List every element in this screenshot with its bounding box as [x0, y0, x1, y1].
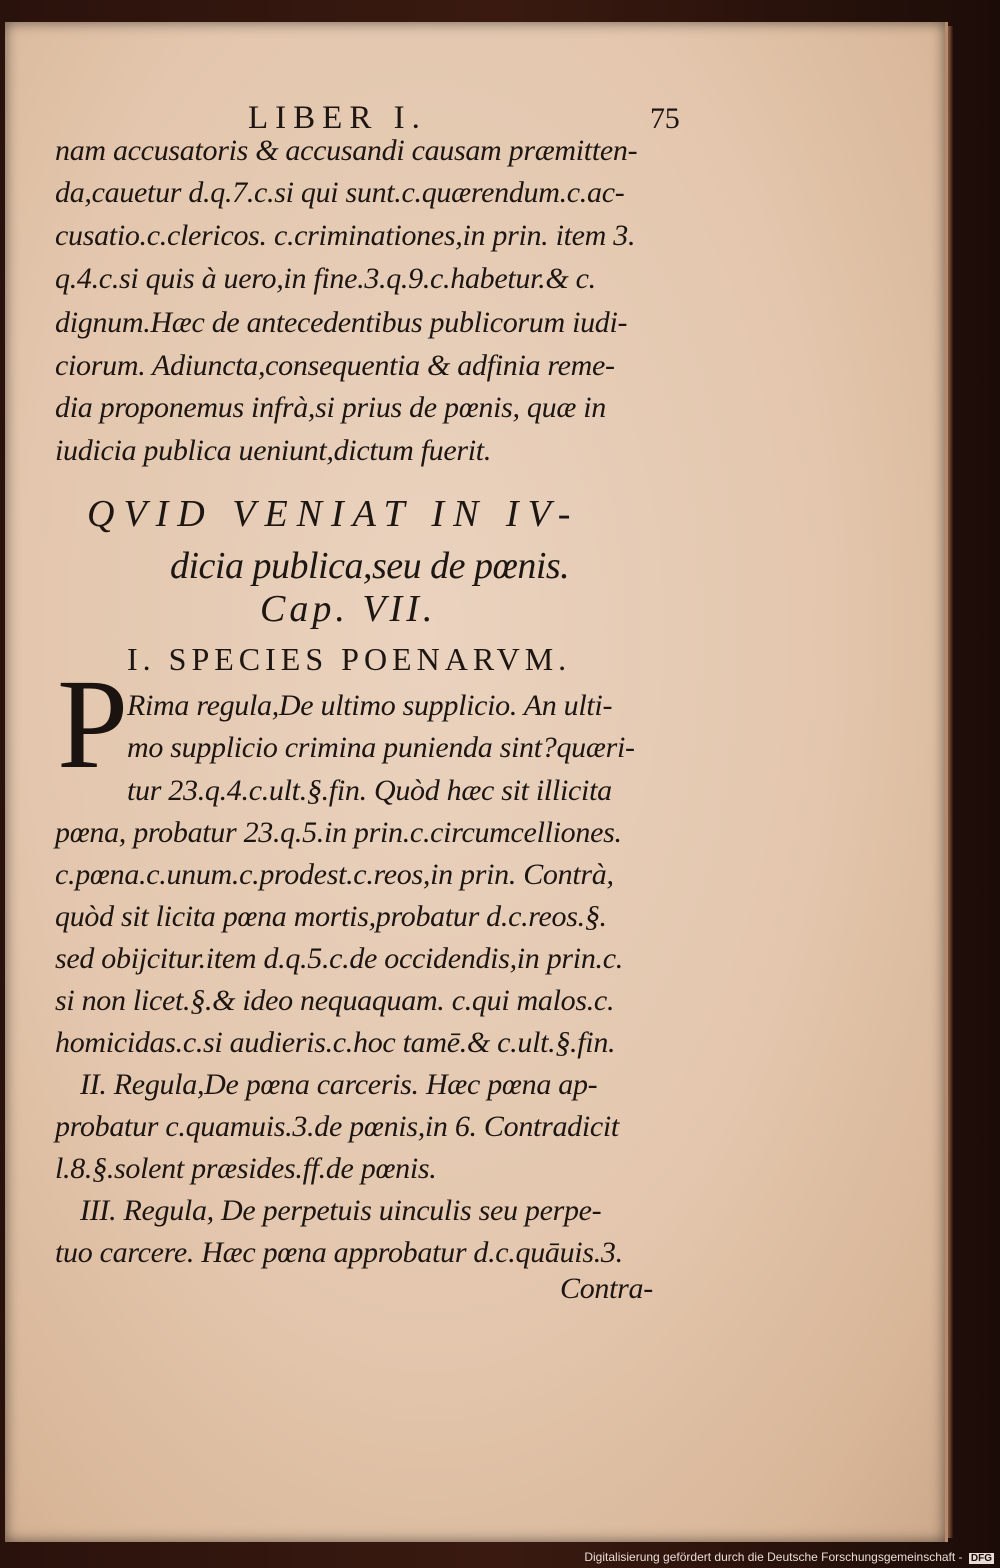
- credit-text: Digitalisierung gefördert durch die Deutsche Forschungsgemeinschaft -: [584, 1550, 963, 1564]
- chapter-title: QVID VENIAT IN IV-: [87, 493, 580, 535]
- chapter-subtitle: dicia publica,seu de pœnis.: [170, 545, 570, 587]
- text-line: tur 23.q.4.c.ult.§.fin. Quòd hæc sit illicita: [127, 774, 612, 807]
- running-head: LIBER I.: [248, 100, 427, 136]
- text-line: II. Regula,De pœna carceris. Hæc pœna ap-: [80, 1068, 598, 1101]
- text-line: c.pœna.c.unum.c.prodest.c.reos,in prin. Contrà,: [55, 858, 614, 891]
- text-line: pœna, probatur 23.q.5.in prin.c.circumcelliones.: [55, 816, 622, 849]
- text-line: q.4.c.si quis à uero,in fine.3.q.9.c.habetur.& c.: [55, 262, 596, 295]
- book-page: [5, 22, 948, 1542]
- text-line: da,cauetur d.q.7.c.si qui sunt.c.quærendum.c.ac-: [55, 176, 625, 209]
- text-line: sed obijcitur.item d.q.5.c.de occidendis,in prin.c.: [55, 942, 623, 975]
- text-line: III. Regula, De perpetuis uinculis seu perpe-: [80, 1194, 602, 1227]
- text-line: mo supplicio crimina punienda sint?quæri-: [127, 731, 635, 764]
- text-line: Rima regula,De ultimo supplicio. An ulti-: [127, 689, 613, 722]
- text-line: tuo carcere. Hæc pœna approbatur d.c.quāuis.3.: [55, 1236, 623, 1269]
- dfg-logo: DFG: [970, 1553, 992, 1564]
- text-line: si non licet.§.& ideo nequaquam. c.qui malos.c.: [55, 984, 615, 1017]
- text-line: homicidas.c.si audieris.c.hoc tamē.& c.ult.§.fin.: [55, 1026, 616, 1059]
- text-line: ciorum. Adiuncta,consequentia & adfinia reme-: [55, 349, 615, 382]
- text-line: dia proponemus infrà,si prius de pœnis, quæ in: [55, 391, 606, 424]
- text-line: dignum.Hæc de antecedentibus publicorum iudi-: [55, 306, 628, 339]
- text-line: cusatio.c.clericos. c.criminationes,in prin. item 3.: [55, 219, 636, 252]
- digitization-credit: [584, 1550, 994, 1564]
- section-heading: I. SPECIES POENARVM.: [127, 641, 572, 677]
- page-number: 75: [650, 102, 680, 135]
- text-line: probatur c.quamuis.3.de pœnis,in 6. Contradicit: [55, 1110, 619, 1143]
- chapter-number: Cap. VII.: [260, 588, 437, 630]
- catchword: Contra-: [560, 1272, 653, 1305]
- text-line: nam accusatoris & accusandi causam præmitten-: [55, 134, 638, 167]
- text-line: quòd sit licita pœna mortis,probatur d.c.reos.§.: [55, 900, 607, 933]
- text-line: l.8.§.solent præsides.ff.de pœnis.: [55, 1152, 437, 1185]
- text-line: iudicia publica ueniunt,dictum fuerit.: [55, 434, 492, 467]
- drop-cap: P: [57, 653, 129, 795]
